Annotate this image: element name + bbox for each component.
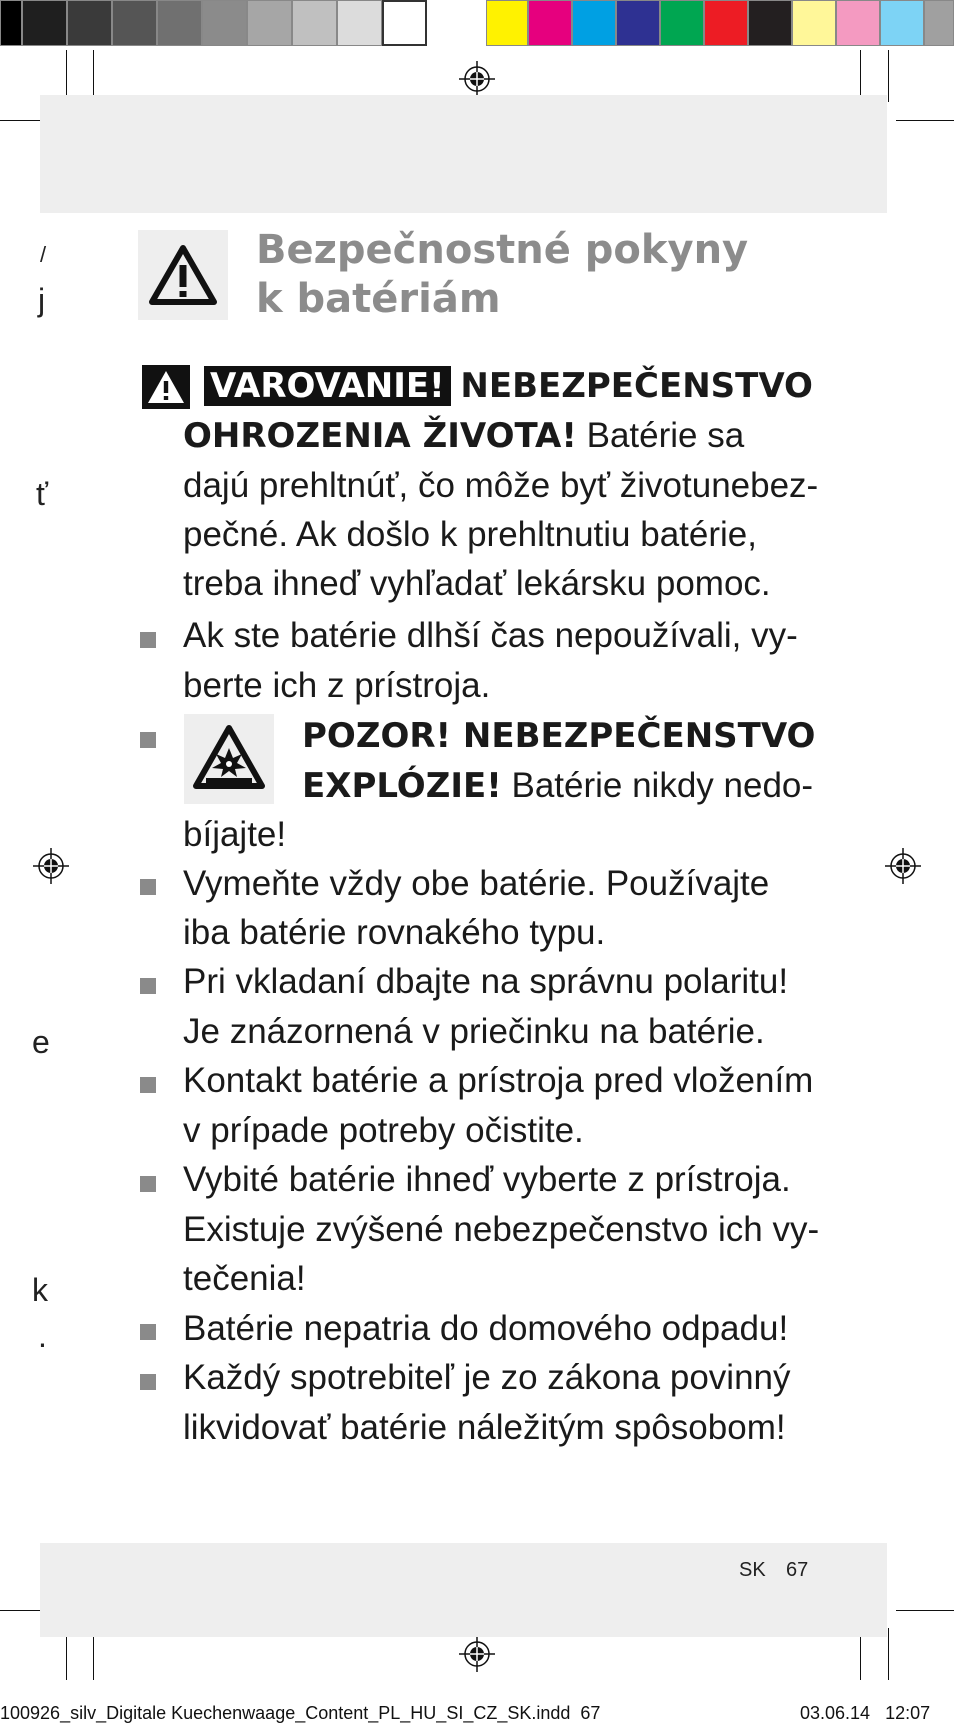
list-item-line: Ak ste batérie dlhší čas nepoužívali, vy- <box>183 616 798 655</box>
edge-fragment: ť <box>36 476 48 512</box>
color-swatch <box>486 0 528 46</box>
bullet-icon <box>140 1374 156 1390</box>
gray-swatch <box>337 0 382 46</box>
color-swatch <box>660 0 704 46</box>
list-item-line: tečenia! <box>183 1259 306 1298</box>
gray-swatch <box>157 0 202 46</box>
bullet-icon <box>140 1176 156 1192</box>
color-swatch <box>836 0 880 46</box>
crop-mark <box>888 1628 889 1680</box>
color-swatch <box>792 0 836 46</box>
explosion-warning-icon <box>184 714 274 804</box>
list-item-line: Batérie nepatria do domového odpadu! <box>183 1309 789 1348</box>
warning-badge: VAROVANIE! <box>204 366 451 406</box>
registration-mark-icon <box>459 61 495 97</box>
edge-fragment: / <box>40 242 47 267</box>
registration-mark-icon <box>33 848 69 884</box>
slug-filename <box>0 1703 600 1724</box>
list-item-line: dajú prehltnúť, čo môže byť životunebez- <box>183 466 819 505</box>
warning-triangle-icon <box>142 365 190 409</box>
crop-mark <box>896 120 954 121</box>
gray-swatch <box>382 0 427 46</box>
list-item-line <box>183 411 744 462</box>
warning-text: POZOR! NEBEZPEČENSTVO <box>302 716 816 756</box>
list-item-line <box>204 361 813 412</box>
color-swatch <box>704 0 748 46</box>
gray-swatch <box>67 0 112 46</box>
footer-band <box>40 1543 887 1637</box>
header-band <box>40 95 887 213</box>
gray-swatch <box>0 0 22 46</box>
bullet-icon <box>140 1324 156 1340</box>
heading-line: k batériám <box>256 276 501 322</box>
slug-file: 100926_silv_Digitale Kuechenwaage_Content_PL_HU_SI_CZ_SK.indd <box>0 1703 571 1723</box>
warning-triangle-icon <box>138 230 228 320</box>
list-item-line: bíjajte! <box>183 815 287 854</box>
list-item-line: Existuje zvýšené nebezpečenstvo ich vy- <box>183 1210 820 1249</box>
registration-mark-icon <box>459 1636 495 1672</box>
edge-fragment: k <box>32 1272 48 1308</box>
heading-icon-box <box>138 230 228 320</box>
gray-swatch <box>22 0 67 46</box>
warning-text: OHROZENIA ŽIVOTA! <box>183 416 577 456</box>
list-item-line: likvidovať batérie náležitým spôsobom! <box>183 1408 786 1447</box>
edge-fragment: . <box>38 1318 47 1354</box>
edge-fragment: j <box>38 282 46 318</box>
registration-mark-icon <box>885 848 921 884</box>
edge-fragment: e <box>32 1024 50 1060</box>
list-item-line: Je znázornená v priečinku na batérie. <box>183 1012 765 1051</box>
bullet-icon <box>140 879 156 895</box>
footer-language: SK <box>739 1559 766 1581</box>
list-item-line: Každý spotrebiteľ je zo zákona povinný <box>183 1358 791 1397</box>
color-swatch <box>616 0 660 46</box>
slug-page: 67 <box>580 1703 601 1723</box>
warning-text: EXPLÓZIE! <box>302 766 502 806</box>
bullet-icon <box>140 732 156 748</box>
body-text: Batérie sa <box>576 416 745 455</box>
gray-swatch <box>112 0 157 46</box>
gray-swatch <box>247 0 292 46</box>
heading-line: Bezpečnostné pokyny <box>256 227 749 273</box>
list-item-line <box>302 711 815 762</box>
list-item-line: Kontakt batérie a prístroja pred vložením <box>183 1061 814 1100</box>
color-calibration-bar <box>0 0 954 48</box>
explosion-icon-box <box>184 714 274 804</box>
color-swatch <box>748 0 792 46</box>
slug-date: 03.06.14 <box>800 1703 871 1723</box>
bullet-icon <box>140 632 156 648</box>
bullet-icon <box>140 978 156 994</box>
list-item-line: Pri vkladaní dbajte na správnu polaritu! <box>183 962 789 1001</box>
crop-mark <box>888 50 889 102</box>
list-item-line: v prípade potreby očistite. <box>183 1111 584 1150</box>
list-item-line: treba ihneď vyhľadať lekársku pomoc. <box>183 564 771 603</box>
list-item-line: berte ich z prístroja. <box>183 666 491 705</box>
gray-swatch <box>202 0 247 46</box>
page-number: 67 <box>786 1559 809 1581</box>
color-swatch <box>572 0 616 46</box>
bullet-icon <box>140 1077 156 1093</box>
section-heading <box>256 226 748 324</box>
crop-mark <box>896 1610 954 1611</box>
slug-datetime <box>800 1703 930 1724</box>
color-swatch <box>924 0 954 46</box>
list-item-line: iba batérie rovnakého typu. <box>183 913 606 952</box>
color-swatch <box>528 0 572 46</box>
list-item-line: Vymeňte vždy obe batérie. Používajte <box>183 864 770 903</box>
gray-swatch <box>292 0 337 46</box>
warning-text: NEBEZPEČENSTVO <box>460 366 813 406</box>
list-item-line: Vybité batérie ihneď vyberte z prístroja. <box>183 1160 791 1199</box>
slug-time: 12:07 <box>885 1703 931 1723</box>
body-text: Batérie nikdy nedo- <box>501 766 814 805</box>
list-item-line <box>302 761 813 812</box>
list-item-line: pečné. Ak došlo k prehltnutiu batérie, <box>183 515 757 554</box>
color-swatch <box>880 0 924 46</box>
